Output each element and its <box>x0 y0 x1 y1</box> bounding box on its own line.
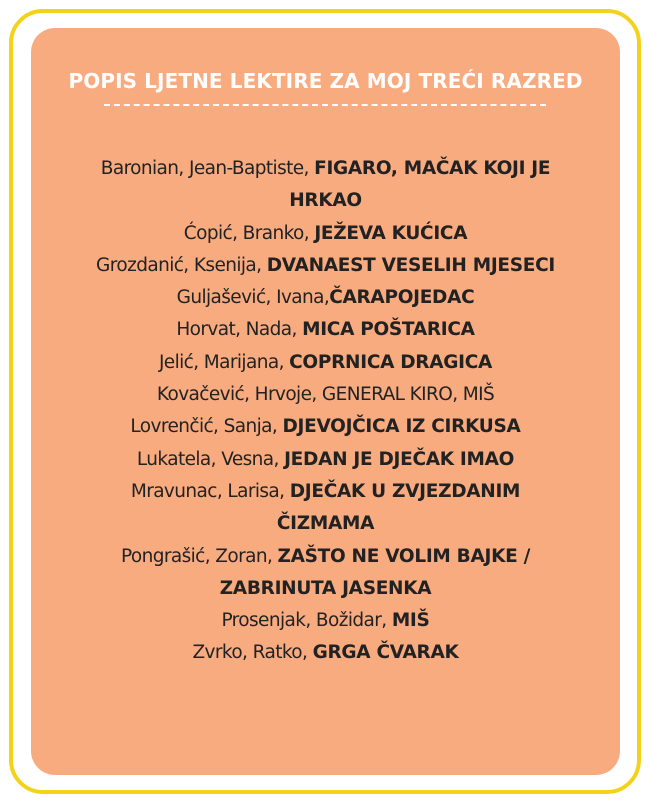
list-item <box>51 476 600 541</box>
book-title: MIŠ <box>391 610 430 632</box>
list-item <box>51 250 600 282</box>
list-item <box>51 379 600 411</box>
reading-list-card <box>31 28 620 775</box>
book-title: MICA POŠTARICA <box>302 319 475 341</box>
list-item <box>51 218 600 250</box>
book-author: Pongrašić, Zoran, <box>120 545 278 567</box>
page-title: POPIS LJETNE LEKTIRE ZA MOJ TREĆI RAZRED <box>68 69 583 93</box>
book-author: Zvrko, Ratko, <box>192 642 313 664</box>
book-list <box>51 153 600 670</box>
book-author: Grozdanić, Ksenija, <box>96 254 267 276</box>
book-author: Kovačević, Hrvoje, GENERAL KIRO, MIŠ <box>156 384 495 406</box>
book-title: DVANAEST VESELIH MJESECI <box>266 254 555 276</box>
book-author: Horvat, Nada, <box>176 319 303 341</box>
list-item <box>51 605 600 637</box>
list-item <box>51 153 600 218</box>
list-item <box>51 637 600 669</box>
book-title: DJEVOJČICA IZ CIRKUSA <box>282 416 521 438</box>
book-title: JEDAN JE DJEČAK IMAO <box>284 448 515 470</box>
list-item <box>51 282 600 314</box>
title-divider <box>104 104 546 106</box>
book-title: COPRNICA DRAGICA <box>289 351 493 373</box>
book-author: Lovrenčić, Sanja, <box>130 416 283 438</box>
book-title: DJEČAK U ZVJEZDANIM ČIZMAMA <box>276 480 521 535</box>
book-author: Prosenjak, Božidar, <box>221 610 392 632</box>
book-title: FIGARO, MAČAK KOJI JE HRKAO <box>289 158 551 212</box>
book-author: Baronian, Jean-Baptiste, <box>100 158 315 179</box>
book-author: Jelić, Marijana, <box>158 351 290 373</box>
book-author: Guljašević, Ivana, <box>176 287 330 309</box>
book-author: Lukatela, Vesna, <box>136 448 285 470</box>
book-title: JEŽEVA KUĆICA <box>314 222 468 244</box>
list-item <box>51 314 600 346</box>
book-author: Mravunac, Larisa, <box>130 480 290 502</box>
book-author: Ćopić, Branko, <box>183 222 315 244</box>
list-item <box>51 411 600 443</box>
book-title: ZAŠTO NE VOLIM BAJKE / ZABRINUTA JASENKA <box>219 545 531 599</box>
list-item <box>51 444 600 476</box>
list-item <box>51 541 600 606</box>
book-title: GRGA ČVARAK <box>312 642 459 664</box>
book-title: ČARAPOJEDAC <box>329 287 475 309</box>
list-item <box>51 347 600 379</box>
